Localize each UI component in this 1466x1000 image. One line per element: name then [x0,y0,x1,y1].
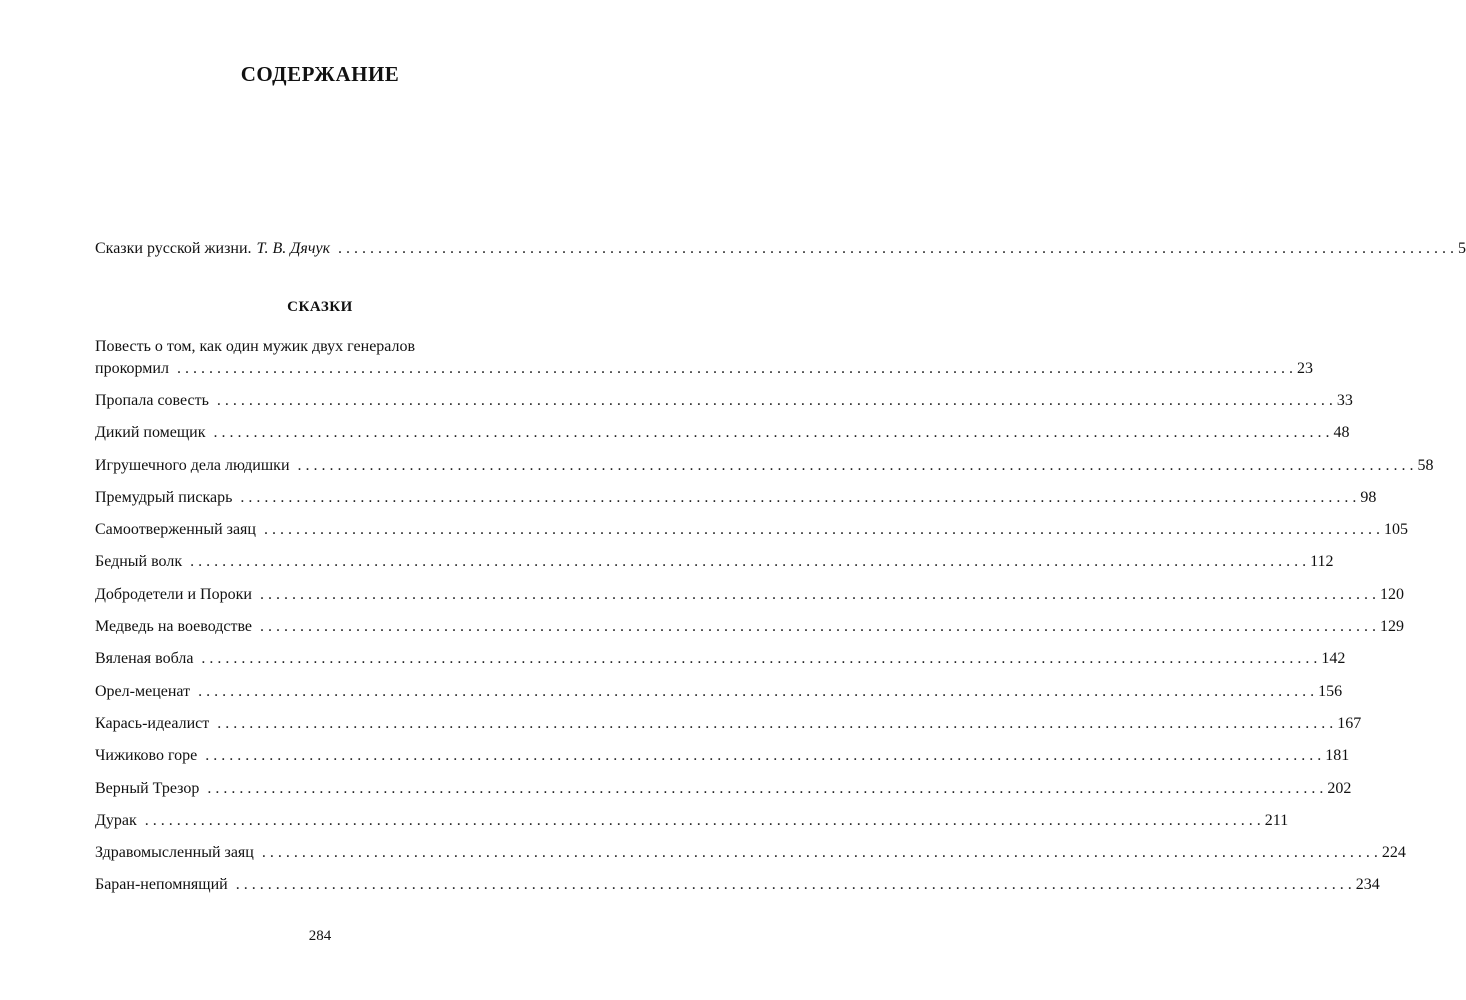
toc-entry [95,584,1404,616]
entry-title: Медведь на воеводстве [95,618,253,636]
dot-leader [338,238,1454,260]
dot-leader [240,487,1356,509]
entry-title: Орел-меценат [95,682,191,700]
dot-leader [198,681,1314,703]
table-of-contents [95,336,1434,907]
toc-entry [95,487,1377,519]
toc-entry [95,616,1405,648]
entry-page: 112 [1310,553,1334,571]
page-number: 284 [308,928,332,944]
entry-page: 211 [1264,811,1289,829]
entry-page: 156 [1318,682,1343,700]
toc-entry [95,648,1346,680]
entry-title: Сказки русской жизни. [95,240,252,257]
entry-title: Чижиково горе [95,747,198,765]
toc-entry [95,778,1352,810]
entry-title: Верный Трезор [95,779,200,797]
dot-leader [201,648,1317,670]
entry-page: 224 [1381,844,1406,862]
entry-title: Пропала совесть [95,392,209,409]
entry-title: Игрушечного дела людишки [95,456,290,474]
entry-page: 105 [1383,521,1408,539]
entry-title: Добродетели и Пороки [95,585,252,603]
toc-entry [95,842,1406,874]
toc-entry [95,238,1466,260]
dot-leader [298,455,1414,477]
entry-page: 142 [1321,650,1346,668]
toc-entry [95,551,1334,583]
dot-leader [190,551,1306,573]
entry-page: 33 [1336,392,1353,409]
dot-leader [177,358,1293,380]
dot-leader [145,810,1261,832]
entry-page: 98 [1360,488,1377,506]
toc-entry [95,745,1350,777]
dot-leader [214,422,1330,444]
toc-entry [95,810,1289,842]
entry-page: 129 [1380,618,1405,636]
entry-title-continued: прокормил [95,360,169,377]
toc-entry [95,336,1313,390]
toc-entry [95,713,1362,745]
toc-entry [95,874,1380,906]
dot-leader [260,584,1376,606]
page-title: СОДЕРЖАНИЕ [240,62,400,86]
entry-page: 202 [1327,779,1352,797]
entry-title: Повесть о том, как один мужик двух генералов [95,338,416,355]
dot-leader [264,519,1380,541]
entry-page: 234 [1355,876,1380,894]
entry-page: 23 [1296,360,1313,377]
entry-title: Вяленая вобла [95,650,194,668]
entry-title: Здравомысленный заяц [95,844,254,862]
entry-title: Дикий помещик [95,424,206,442]
entry-page: 48 [1333,424,1350,442]
entry-title: Премудрый пискарь [95,488,233,506]
entry-author: Т. В. Дячук [256,240,331,257]
toc-entry [95,681,1343,713]
entry-title: Баран-непомнящий [95,876,228,894]
dot-leader [205,745,1321,767]
entry-page: 167 [1337,714,1362,732]
entry-title: Бедный волк [95,553,183,571]
toc-entry [95,422,1350,454]
section-title: СКАЗКИ [287,299,353,315]
entry-page: 58 [1417,456,1434,474]
dot-leader [217,390,1333,412]
toc-entry [95,455,1434,487]
intro-entry [95,238,1466,260]
dot-leader [207,778,1323,800]
dot-leader [260,616,1376,638]
entry-page: 120 [1379,585,1404,603]
entry-title: Самоотверженный заяц [95,521,256,539]
entry-page: 181 [1325,747,1350,765]
toc-entry [95,519,1408,551]
toc-entry [95,390,1353,422]
dot-leader [217,713,1333,735]
entry-title: Дурак [95,811,137,829]
dot-leader [262,842,1378,864]
dot-leader [236,874,1352,896]
entry-page: 5 [1458,240,1466,257]
entry-title: Карась-идеалист [95,714,210,732]
